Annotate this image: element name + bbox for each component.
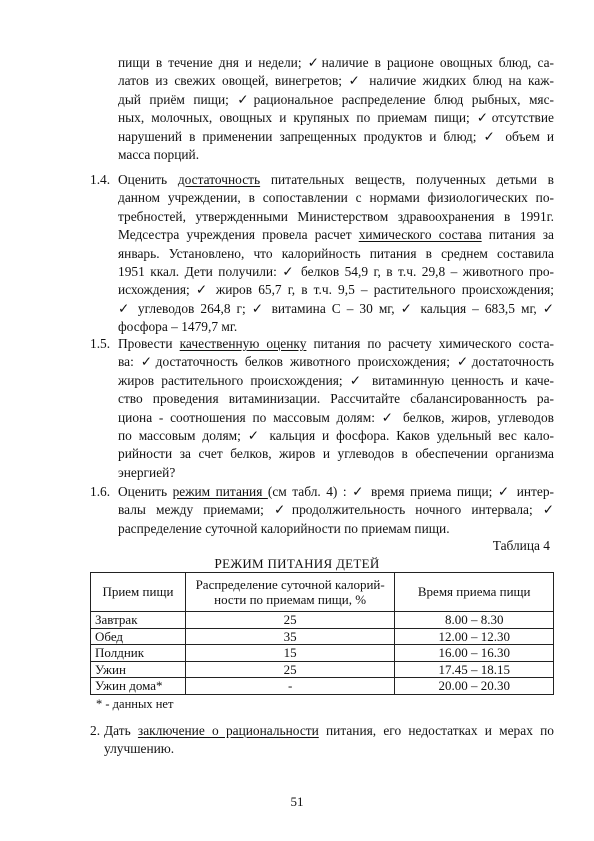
section-line: жиров растительного происхождения; ✓ витаминную ценность и каче- [118, 372, 554, 388]
table-header-row [91, 573, 554, 612]
header-time: Время приема пищи [395, 573, 554, 612]
section-line: фосфора – 1479,7 мг. [118, 319, 238, 335]
section-line: улучшению. [104, 741, 175, 757]
feeding-schedule-table [90, 572, 554, 695]
section-line: исхождения; ✓ жиров 65,7 г, в т.ч. 9,5 – растительного происхождения; [118, 282, 554, 298]
intro-line: масса порций. [118, 147, 200, 163]
section-line: данном учреждении, в сопоставлении с нормами физиологических по- [118, 190, 554, 206]
section-line: Провести качественную оценку питания по расчету химического соста- [118, 336, 554, 351]
intro-line: латов из свежих овощей, винегретов; ✓ наличие жидких блюд на каж- [118, 73, 554, 89]
section-number-1-5: 1.5. [90, 336, 111, 351]
page-number: 51 [290, 794, 304, 809]
table-row: Ужин 25 17.45 – 18.15 [91, 661, 554, 678]
section-1-4-text [118, 171, 554, 337]
section-line: ✓ углеводов 264,8 г; ✓ витамина С – 30 мг, ✓ кальция – 683,5 мг, ✓ [118, 300, 554, 316]
section-line: циона - соотношения по массовым долям: ✓ белков, жиров, углеводов [118, 409, 554, 425]
section-line: январь. Установлено, что калорийность питания в среднем составила [118, 245, 554, 261]
section-number-2: 2. [90, 723, 101, 738]
intro-line: дый приём пищи; ✓рациональное распределение блюд рыбных, мяс- [118, 91, 554, 107]
section-line: ва: ✓достаточность белков животного происхождения; ✓достаточность [118, 354, 554, 370]
section-number-1-6: 1.6. [90, 484, 111, 499]
section-line: энергией? [118, 464, 176, 480]
section-1-5-text [118, 335, 554, 482]
table-title: РЕЖИМ ПИТАНИЯ ДЕТЕЙ [214, 556, 380, 571]
section-line: распределение суточной калорийности по приемам пищи. [118, 520, 450, 536]
section-line: Дать заключение о рациональности питания, его недостатках и мерах по [104, 723, 554, 738]
underlined-term: заключение о рациональности [137, 723, 319, 738]
intro-line: нарушений в применении запрещенных продуктов и блюд; ✓ объем и [118, 128, 554, 144]
section-line: требностей, утвержденными Министерством здравоохранения в 1991г. [118, 208, 554, 224]
section-1-6-text [118, 483, 554, 538]
table-caption: Таблица 4 [492, 538, 550, 553]
section-line: Оценить достаточность питательных веществ, полученных детьми в [118, 172, 555, 187]
section-line: 1951 ккал. Дети получили: ✓ белков 54,9 г, в т.ч. 29,8 – животного про- [118, 264, 554, 280]
intro-line: ных, молочных, овощных и крупяных по приемам пищи; ✓отсутствие [118, 110, 554, 126]
section-line: Медсестра учреждения провела расчет химического состава питания за [118, 227, 554, 243]
section-2-text [104, 722, 554, 759]
section-line: рийности за счет белков, жиров и углеводов в обеспечении организма [118, 446, 554, 462]
table-row: Полдник 15 16.00 – 16.30 [91, 645, 554, 662]
table-row: Обед 35 12.00 – 12.30 [91, 628, 554, 645]
section-number-1-4: 1.4. [90, 172, 111, 187]
section-line: валы между приемами; ✓продолжительность ночного интервала; ✓ [118, 502, 554, 518]
section-line: Оценить режим питания (см табл. 4) : ✓ время приема пищи; ✓ интер- [118, 484, 555, 499]
underlined-term: качественную оценку [179, 336, 307, 351]
underlined-term: достаточность [177, 172, 261, 187]
underlined-term: химического состава [358, 227, 482, 243]
table-row: Ужин дома* - 20.00 – 20.30 [91, 678, 554, 695]
section-line: ство проведения витаминизации. Рассчитайте сбалансированность ра- [118, 391, 554, 407]
header-meal: Прием пищи [91, 573, 186, 612]
table-footnote: * - данных нет [96, 697, 174, 711]
table-row: Завтрак 25 8.00 – 8.30 [91, 612, 554, 629]
header-distribution: Распределение суточной калорий- ности по приемам пищи, % [185, 573, 395, 612]
intro-paragraph [118, 54, 554, 164]
underlined-term: режим питания [172, 484, 268, 499]
section-line: по массовым долям; ✓ кальция и фосфора. Каков удельный вес кало- [118, 428, 554, 444]
intro-line: пищи в течение дня и недели; ✓наличие в рационе овощных блюд, са- [118, 55, 554, 70]
